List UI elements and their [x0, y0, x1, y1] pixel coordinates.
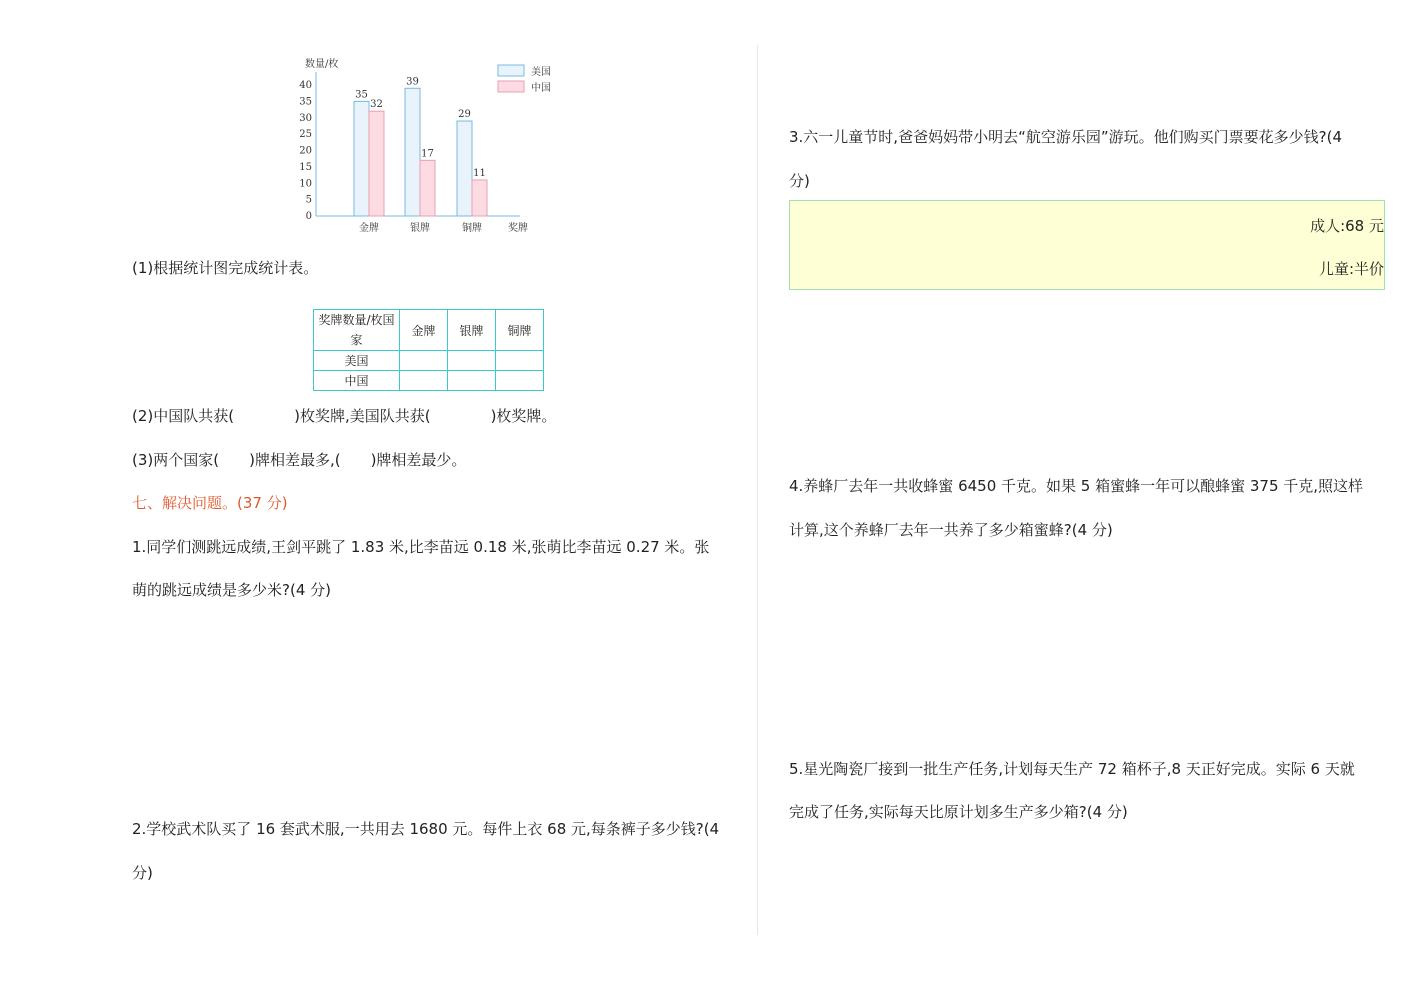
problem-5-line2: 完成了任务,实际每天比原计划多生产多少箱?(4 分) — [789, 803, 1128, 821]
section-heading: 七、解决问题。(37 分) — [132, 494, 288, 512]
problem-3-line1: 3.六一儿童节时,爸爸妈妈带小明去“航空游乐园”游玩。他们购买门票要花多少钱?(4 — [789, 128, 1342, 146]
bar — [405, 88, 420, 216]
bar — [472, 180, 487, 216]
bar — [457, 121, 472, 216]
y-tick-label: 10 — [299, 178, 312, 190]
bar-value-label: 32 — [370, 99, 383, 111]
y-tick-label: 25 — [299, 129, 312, 141]
col-header: 铜牌 — [496, 310, 544, 351]
x-tick-label: 金牌 — [359, 223, 379, 234]
legend-label: 美国 — [531, 67, 551, 78]
question-1: (1)根据统计图完成统计表。 — [132, 259, 319, 277]
problem-1-line1: 1.同学们测跳远成绩,王剑平跳了 1.83 米,比李苗远 0.18 米,张萌比李苗远 0.27 米。张 — [132, 538, 710, 556]
x-axis-label: 奖牌 — [508, 223, 528, 234]
problem-5-line1: 5.星光陶瓷厂接到一批生产任务,计划每天生产 72 箱杯子,8 天正好完成。实际 6 天就 — [789, 760, 1355, 778]
y-tick-label: 0 — [305, 211, 312, 222]
y-tick-label: 40 — [299, 80, 312, 91]
x-tick-label: 银牌 — [410, 223, 430, 234]
problem-4-line2: 计算,这个养蜂厂去年一共养了多少箱蜜蜂?(4 分) — [789, 521, 1113, 539]
problem-3-line2: 分) — [789, 172, 810, 190]
answer-cell[interactable] — [448, 371, 496, 391]
bar-value-label: 39 — [406, 76, 419, 88]
medal-table — [313, 309, 544, 391]
child-price: 儿童:半价 — [1318, 260, 1384, 278]
y-tick-label: 35 — [299, 96, 312, 108]
y-tick-label: 5 — [305, 194, 312, 206]
col-header: 金牌 — [400, 310, 448, 351]
corner-header: 奖牌数量/枚国 家 — [314, 310, 400, 351]
y-tick-label: 20 — [299, 145, 312, 157]
answer-cell[interactable] — [448, 351, 496, 371]
answer-cell[interactable] — [400, 351, 448, 371]
bar — [354, 101, 369, 216]
bar — [369, 111, 384, 216]
legend-label: 中国 — [531, 83, 551, 94]
answer-cell[interactable] — [496, 371, 544, 391]
y-axis-label: 数量/枚 — [305, 59, 339, 70]
bar-value-label: 29 — [458, 109, 471, 121]
bar-value-label: 11 — [473, 167, 486, 179]
row-header: 中国 — [314, 371, 400, 391]
answer-cell[interactable] — [496, 351, 544, 371]
row-header: 美国 — [314, 351, 400, 371]
column-divider — [757, 45, 758, 935]
x-tick-label: 铜牌 — [462, 223, 482, 234]
y-tick-label: 15 — [299, 161, 312, 173]
medal-bar-chart — [295, 50, 565, 240]
bar-value-label: 17 — [421, 148, 434, 160]
legend-swatch — [498, 65, 524, 76]
problem-4-line1: 4.养蜂厂去年一共收蜂蜜 6450 千克。如果 5 箱蜜蜂一年可以酿蜂蜜 375 千克,照这样 — [789, 477, 1364, 495]
question-3: (3)两个国家( )牌相差最多,( )牌相差最少。 — [132, 451, 467, 469]
problem-1-line2: 萌的跳远成绩是多少米?(4 分) — [132, 581, 331, 599]
y-tick-label: 30 — [299, 112, 312, 124]
answer-cell[interactable] — [400, 371, 448, 391]
col-header: 银牌 — [448, 310, 496, 351]
bar-value-label: 35 — [355, 89, 368, 101]
ticket-price-box — [789, 200, 1385, 290]
problem-2-line1: 2.学校武术队买了 16 套武术服,一共用去 1680 元。每件上衣 68 元,每条裤子多少钱?(4 — [132, 820, 720, 838]
legend-swatch — [498, 81, 524, 92]
bar — [420, 160, 435, 216]
adult-price: 成人:68 元 — [1310, 217, 1384, 235]
problem-2-line2: 分) — [132, 864, 153, 882]
question-2: (2)中国队共获( )枚奖牌,美国队共获( )枚奖牌。 — [132, 407, 557, 425]
